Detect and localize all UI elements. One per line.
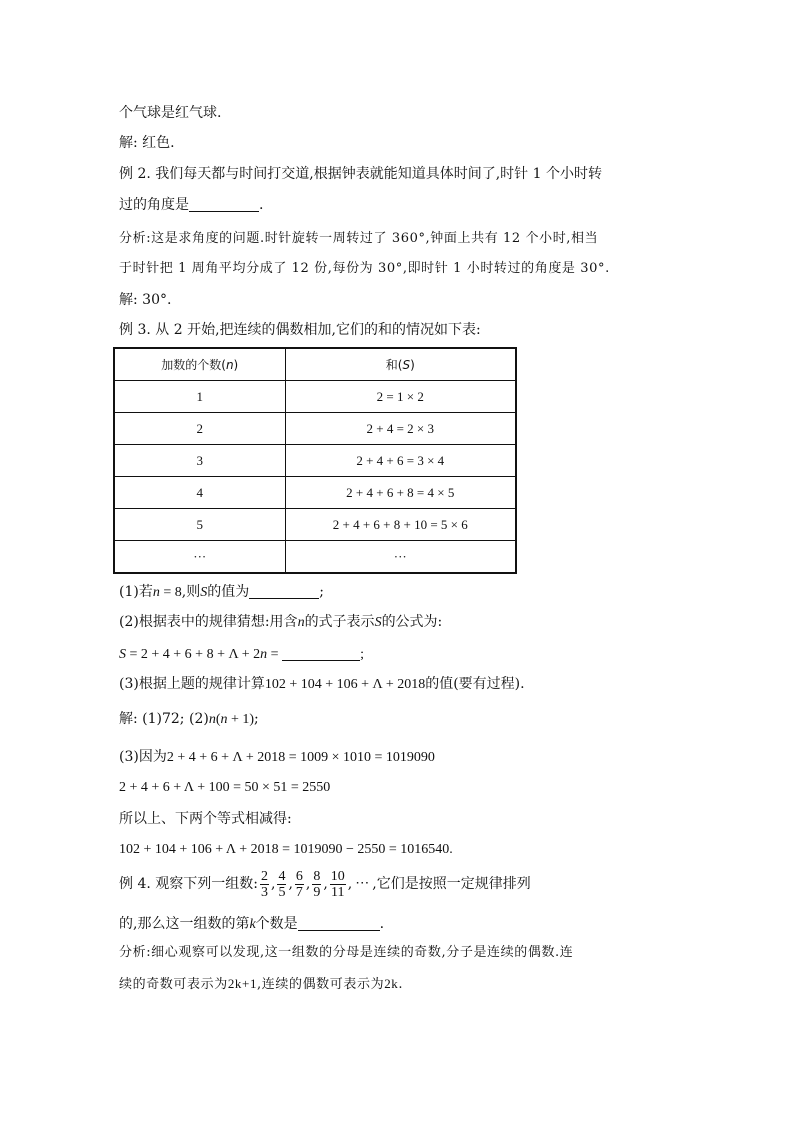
header-cell-count: [114, 348, 285, 381]
math: =: [267, 647, 283, 662]
text: ;: [319, 584, 324, 600]
text: .: [449, 842, 453, 857]
count-cell: 5: [114, 509, 285, 541]
denominator: 5: [278, 884, 286, 900]
solution-line: 解: 红色.: [119, 135, 175, 151]
sum-cell: 2 = 1 × 2: [285, 381, 516, 413]
table-row: [114, 509, 516, 541]
question-3: [119, 677, 525, 692]
header-var: n: [225, 358, 234, 372]
math: 2k+1: [227, 976, 258, 991]
math: = 2 + 4 + 6 + 8 + Λ + 2: [126, 647, 261, 662]
table-row: [114, 381, 516, 413]
question-2: [119, 615, 442, 630]
solution-line: 解: 30°.: [119, 292, 172, 308]
count-cell: ···: [114, 541, 285, 574]
text: (1)若: [119, 584, 153, 600]
text: .: [398, 977, 404, 992]
text: 过的角度是: [119, 197, 189, 213]
text: ;: [254, 711, 259, 727]
denominator: 3: [260, 884, 268, 900]
fraction: [312, 869, 321, 900]
text: ,: [347, 876, 353, 892]
header-var: S: [402, 358, 411, 372]
text: (3)因为: [119, 749, 167, 765]
text: (2)根据表中的规律猜想:用含: [119, 614, 298, 630]
ellipsis: ⋯: [355, 876, 370, 891]
text: 续的奇数可表示为: [119, 977, 228, 992]
header-text: ): [233, 358, 239, 372]
text: ,: [305, 876, 311, 892]
count-cell: 3: [114, 445, 285, 477]
header-text: 和(: [385, 358, 403, 372]
var-n: n: [208, 712, 216, 727]
sum-table: [113, 347, 517, 574]
table-row: [114, 541, 516, 574]
analysis-line: 分析:这是求角度的问题.时针旋转一周转过了 360°,钟面上共有 12 个小时,相当: [119, 231, 599, 246]
answer-blank: [249, 584, 319, 599]
sum-cell: ···: [285, 541, 516, 574]
denominator: 11: [331, 884, 345, 900]
solution-line: 所以上、下两个等式相减得:: [119, 811, 292, 827]
table-header-row: [114, 348, 516, 381]
header-cell-sum: [285, 348, 516, 381]
text: (3)根据上题的规律计算: [119, 676, 265, 692]
text: 的值(要有过程).: [425, 676, 525, 692]
count-cell: 4: [114, 477, 285, 509]
text: ,它们是按照一定规律排列: [372, 876, 531, 892]
var-S: S: [200, 585, 208, 600]
var-S: S: [374, 615, 382, 630]
denominator: 9: [313, 884, 321, 900]
analysis-line: 分析:细心观察可以发现,这一组数的分母是连续的奇数,分子是连续的偶数.连: [119, 945, 574, 960]
sum-cell: 2 + 4 + 6 = 3 × 4: [285, 445, 516, 477]
text: 的值为: [207, 584, 250, 600]
math: 102 + 104 + 106 + Λ + 2018 = 1019090 − 2550 = 1016540: [119, 842, 450, 857]
example-2-question: 例 2. 我们每天都与时间打交道,根据钟表就能知道具体时间了,时针 1 个小时转: [119, 166, 602, 182]
solution-line: 2 + 4 + 6 + Λ + 100 = 50 × 51 = 2550: [119, 780, 331, 795]
analysis-line: [119, 977, 403, 991]
numerator: 10: [330, 868, 345, 884]
numerator: 4: [278, 868, 286, 884]
numerator: 6: [295, 868, 303, 884]
text: 的式子表示: [304, 614, 375, 630]
var-n: n: [152, 585, 160, 600]
math: + 1): [227, 712, 255, 727]
table-row: [114, 413, 516, 445]
sum-cell: 2 + 4 + 6 + 8 + 10 = 5 × 6: [285, 509, 516, 541]
math: 2k: [384, 976, 399, 991]
math: 2 + 4 + 6 + Λ + 2018 = 1009 × 1010 = 1019090: [166, 750, 435, 765]
example-2-question-cont: [119, 197, 263, 212]
text: 的,那么这一组数的第: [119, 916, 250, 932]
solution-line: [119, 750, 435, 765]
example-3-question: 例 3. 从 2 开始,把连续的偶数相加,它们的和的情况如下表:: [119, 322, 481, 338]
math: = 8: [159, 585, 182, 600]
numerator: 8: [313, 868, 321, 884]
sum-cell: 2 + 4 + 6 + 8 = 4 × 5: [285, 477, 516, 509]
denominator: 7: [295, 884, 303, 900]
header-text: 加数的个数(: [161, 358, 226, 372]
example-4-question-cont: [119, 916, 384, 932]
text: ,则: [181, 584, 201, 600]
var-n: n: [297, 615, 305, 630]
table-row: [114, 477, 516, 509]
text: .: [379, 916, 385, 932]
text: ;: [360, 647, 364, 662]
numerator: 2: [260, 868, 268, 884]
fraction: [277, 869, 286, 900]
fraction: [330, 869, 346, 900]
header-text: ): [410, 358, 415, 372]
solution-line: [119, 712, 259, 727]
fraction: [295, 869, 304, 900]
text: ,: [323, 876, 328, 892]
text: 解: (1)72; (2): [119, 711, 209, 727]
sum-cell: 2 + 4 = 2 × 3: [285, 413, 516, 445]
text: ,: [270, 876, 276, 892]
fraction: [260, 869, 269, 900]
text: 的公式为:: [381, 614, 443, 630]
table-row: [114, 445, 516, 477]
solution-line: [119, 843, 453, 857]
count-cell: 1: [114, 381, 285, 413]
text: ,连续的偶数可表示为: [257, 977, 385, 992]
text: .: [259, 197, 264, 213]
example-4-question: [119, 866, 531, 902]
math: 102 + 104 + 106 + Λ + 2018: [264, 677, 426, 692]
text-line: 个气球是红气球.: [119, 105, 222, 121]
answer-blank: [282, 646, 360, 661]
question-1: [119, 584, 324, 600]
var-S: S: [119, 647, 126, 662]
var-n: n: [260, 647, 268, 662]
text: 例 4. 观察下列一组数:: [119, 876, 258, 892]
answer-blank: [189, 197, 259, 212]
math: (: [215, 712, 221, 727]
formula-line: [119, 646, 364, 662]
var-k: k: [249, 917, 256, 932]
analysis-line: 于时针把 1 周角平均分成了 12 份,每份为 30°,即时针 1 小时转过的角度是 30°.: [119, 261, 610, 276]
var-n: n: [220, 712, 228, 727]
text: 个数是: [255, 916, 298, 932]
answer-blank: [298, 916, 380, 931]
count-cell: 2: [114, 413, 285, 445]
text: ,: [288, 876, 293, 892]
